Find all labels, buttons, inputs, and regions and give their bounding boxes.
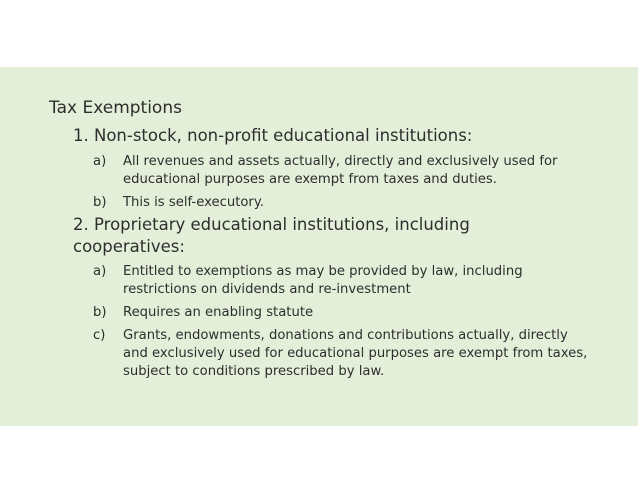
list-item-text: All revenues and assets actually, directly and exclusively used for educational purposes are exempt from taxes and duties.: [123, 154, 558, 187]
list-marker: b): [93, 195, 107, 210]
list-item: [93, 327, 593, 381]
section-heading-nonstock: 1. Non-stock, non-profit educational institutions:: [73, 126, 473, 145]
slide-title: Tax Exemptions: [49, 98, 182, 118]
list-item: [93, 304, 593, 322]
proprietary-list: [93, 263, 593, 386]
section-heading-proprietary: 2. Proprietary educational institutions, including cooperatives:: [73, 215, 470, 256]
list-item: [93, 153, 593, 189]
list-marker: c): [93, 328, 106, 343]
nonstock-list: [93, 153, 593, 217]
slide: [0, 67, 638, 426]
list-item-text: Requires an enabling statute: [123, 305, 314, 320]
list-item: [93, 263, 593, 299]
list-item-text: This is self-executory.: [123, 195, 264, 210]
list-item-text: Entitled to exemptions as may be provided by law, including restrictions on dividends and re-investment: [123, 264, 523, 297]
list-marker: a): [93, 264, 107, 279]
list-marker: a): [93, 154, 107, 169]
list-item-text: Grants, endowments, donations and contributions actually, directly and exclusively used for educational purposes are exempt from taxes, subject to conditions prescribed by law.: [123, 328, 588, 379]
list-marker: b): [93, 305, 107, 320]
list-item: [93, 194, 593, 212]
